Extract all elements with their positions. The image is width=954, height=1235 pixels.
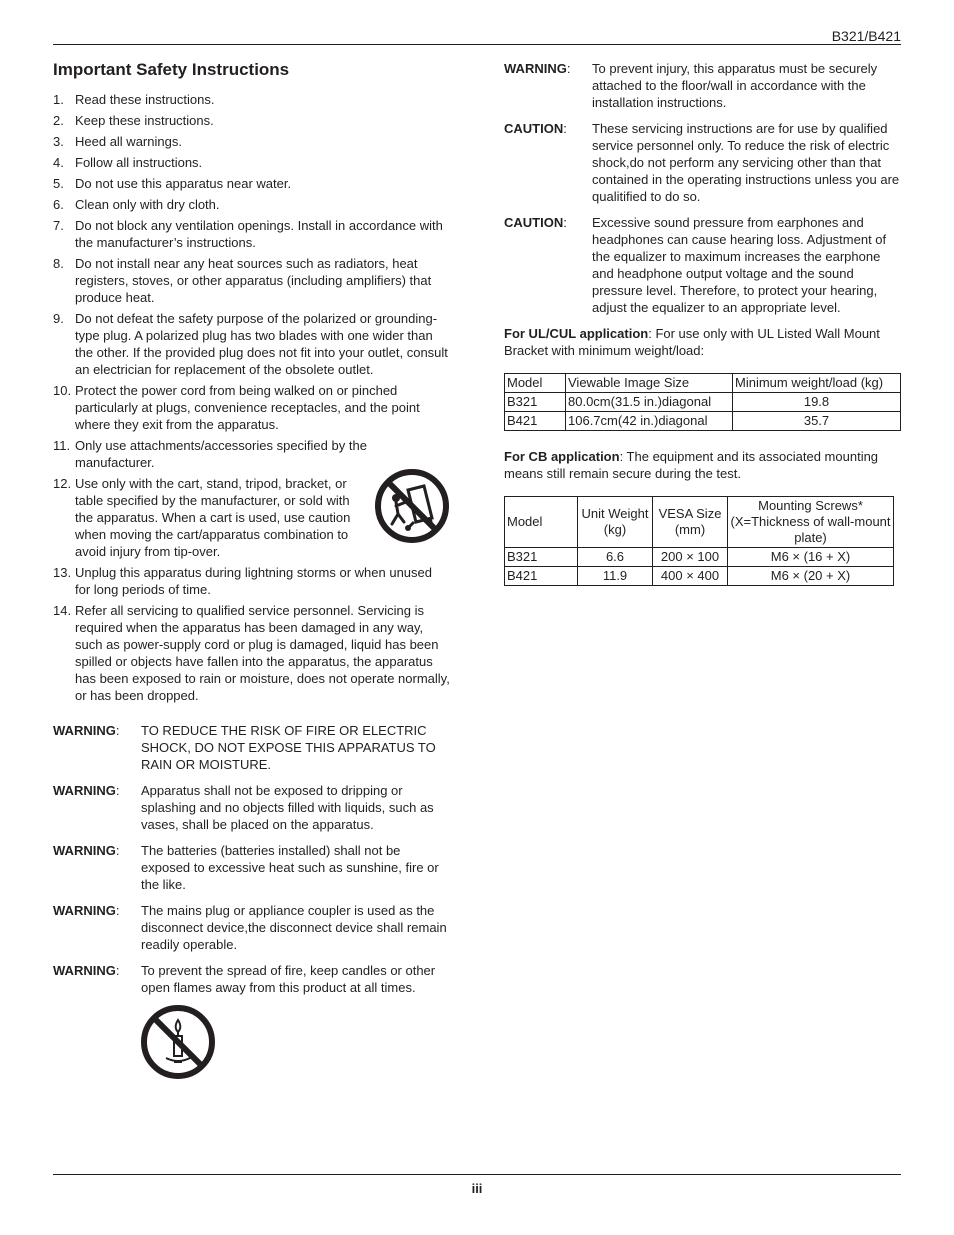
list-item xyxy=(53,154,450,171)
note-text: To prevent injury, this apparatus must be securely attached to the floor/wall in accordance with the installation instructions. xyxy=(592,61,878,110)
item-number: 12. xyxy=(53,476,72,491)
note-text: The mains plug or appliance coupler is used as the disconnect device,the disconnect device shall remain readily operable. xyxy=(141,903,447,952)
table-header-row xyxy=(505,497,894,548)
list-item xyxy=(53,217,450,251)
note-label: WARNING xyxy=(53,783,116,798)
cb-application-paragraph xyxy=(504,448,901,482)
table-cell: 80.0cm(31.5 in.)diagonal xyxy=(566,393,733,412)
item-text: Use only with the cart, stand, tripod, bracket, or table specified by the manufacturer, or sold with the apparatus. When a cart is used, use caution when moving the cart/apparatus combination to avoid injury from tip-over. xyxy=(75,476,351,559)
item-number: 6. xyxy=(53,197,64,212)
item-number: 9. xyxy=(53,311,64,326)
table-header-cell: Model xyxy=(505,374,566,393)
list-item xyxy=(53,133,450,150)
warning-note xyxy=(53,722,450,773)
table-cell: B421 xyxy=(505,567,578,586)
item-text: Refer all servicing to qualified service personnel. Servicing is required when the apparatus has been damaged in any way, such as power-supply cord or plug is damaged, liquid has been spilled or objects have fallen into the apparatus, the apparatus has been exposed to rain or moisture, does not operate normally, or has been dropped. xyxy=(75,603,450,703)
item-text: Unplug this apparatus during lightning storms or when unused for long periods of time. xyxy=(75,565,432,597)
item-text: Do not block any ventilation openings. Install in accordance with the manufacturer’s instructions. xyxy=(75,218,443,250)
warning-note xyxy=(504,60,901,111)
note-label: CAUTION xyxy=(504,121,564,136)
caution-note xyxy=(504,120,901,205)
item-text: Do not use this apparatus near water. xyxy=(75,176,292,191)
wall-mount-table xyxy=(504,373,901,431)
note-separator: : xyxy=(115,723,120,738)
header-rule xyxy=(53,44,901,45)
table-header-cell: Viewable Image Size xyxy=(566,374,733,393)
note-label: WARNING xyxy=(53,843,116,858)
item-number: 2. xyxy=(53,113,64,128)
cb-application-label: For CB application xyxy=(504,449,620,464)
ul-application-paragraph xyxy=(504,325,901,359)
ul-application-label: For UL/CUL application xyxy=(504,326,649,341)
warning-note xyxy=(53,782,450,833)
section-title: Important Safety Instructions xyxy=(53,60,290,79)
note-label: CAUTION xyxy=(504,215,564,230)
table-header-cell: Model xyxy=(505,497,578,548)
item-number: 4. xyxy=(53,155,64,170)
note-text: These servicing instructions are for use by qualified service personnel only. To reduce the risk of electric shock,do not perform any servicing other than that contained in the operating instructions unless you are qualitified to do so. xyxy=(592,121,900,204)
item-number: 3. xyxy=(53,134,64,149)
cart-tipover-warning-icon xyxy=(374,468,450,544)
table-cell: 11.9 xyxy=(578,567,653,586)
note-label: WARNING xyxy=(53,723,116,738)
table-header-cell: VESA Size (mm) xyxy=(653,497,728,548)
list-item xyxy=(53,564,450,598)
note-text: Excessive sound pressure from earphones and headphones can cause hearing loss. Adjustment of the equalizer to maximum increases the earphone and headphone output voltage and the sound pressure level. Therefore, to protect your hearing, adjust the equalizer to an appropriate level. xyxy=(592,215,887,315)
item-number: 1. xyxy=(53,92,64,107)
left-warnings xyxy=(53,722,450,996)
item-number: 7. xyxy=(53,218,64,233)
note-separator: : xyxy=(566,61,571,76)
warning-note xyxy=(53,842,450,893)
item-text: Read these instructions. xyxy=(75,92,215,107)
item-text: Do not install near any heat sources such as radiators, heat registers, stoves, or other apparatus (including amplifiers) that produce heat. xyxy=(75,256,432,305)
note-label: WARNING xyxy=(504,61,567,76)
item-text: Do not defeat the safety purpose of the polarized or grounding-type plug. A polarized plug has two blades with one wider than the other. If the provided plug does not fit into your outlet, consult an electrician for replacement of the obsolete outlet. xyxy=(75,311,448,377)
ul-application-text: : For use only with UL Listed Wall Mount Bracket with minimum weight/load: xyxy=(504,326,880,358)
mounting-spec-table xyxy=(504,496,894,586)
page-number: iii xyxy=(471,1181,483,1196)
note-separator: : xyxy=(563,215,567,230)
note-label: WARNING xyxy=(53,903,116,918)
left-column xyxy=(53,58,450,1083)
table-row xyxy=(505,412,901,431)
list-item xyxy=(53,382,450,433)
note-separator: : xyxy=(115,963,120,978)
item-number: 14. xyxy=(53,603,72,618)
note-text: Apparatus shall not be exposed to dripping or splashing and no objects filled with liquids, such as vases, shall be placed on the apparatus. xyxy=(141,783,434,832)
item-number: 8. xyxy=(53,256,64,271)
table-cell: 6.6 xyxy=(578,548,653,567)
item-text: Follow all instructions. xyxy=(75,155,203,170)
item-text: Clean only with dry cloth. xyxy=(75,197,220,212)
table-header-cell: Unit Weight (kg) xyxy=(578,497,653,548)
item-number: 11. xyxy=(53,438,71,453)
warning-note xyxy=(53,962,450,996)
table-cell: B321 xyxy=(505,393,566,412)
note-text: TO REDUCE THE RISK OF FIRE OR ELECTRIC SHOCK, DO NOT EXPOSE THIS APPARATUS TO RAIN OR MOISTURE. xyxy=(141,723,436,772)
table-row xyxy=(505,548,894,567)
item-text: Only use attachments/accessories specified by the manufacturer. xyxy=(75,438,367,470)
table-cell: 200 × 100 xyxy=(653,548,728,567)
table-header-cell: Minimum weight/load (kg) xyxy=(733,374,901,393)
note-text: To prevent the spread of fire, keep candles or other open flames away from this product at all times. xyxy=(141,963,436,995)
item-number: 5. xyxy=(53,176,64,191)
table-cell: M6 × (20 + X) xyxy=(728,567,894,586)
note-label: WARNING xyxy=(53,963,116,978)
list-item xyxy=(53,175,450,192)
table-header-row xyxy=(505,374,901,393)
table-row xyxy=(505,393,901,412)
table-cell: 106.7cm(42 in.)diagonal xyxy=(566,412,733,431)
item-number: 10. xyxy=(53,383,72,398)
warning-note xyxy=(53,902,450,953)
table-row xyxy=(505,567,894,586)
item-number: 13. xyxy=(53,565,72,580)
table-cell: B321 xyxy=(505,548,578,567)
table-header-cell: Mounting Screws* (X=Thickness of wall-mount plate) xyxy=(728,497,894,548)
note-separator: : xyxy=(563,121,567,136)
item-text: Protect the power cord from being walked on or pinched particularly at plugs, convenience receptacles, and the point where they exit from the apparatus. xyxy=(75,383,420,432)
list-item xyxy=(53,112,450,129)
list-item xyxy=(53,91,450,108)
item-text: Heed all warnings. xyxy=(75,134,182,149)
right-column xyxy=(504,60,901,586)
header-model: B321/B421 xyxy=(831,28,901,44)
footer-rule xyxy=(53,1174,901,1175)
list-item xyxy=(53,475,450,560)
caution-note xyxy=(504,214,901,316)
list-item xyxy=(53,602,450,704)
table-cell: 35.7 xyxy=(733,412,901,431)
table-cell: M6 × (16 + X) xyxy=(728,548,894,567)
no-open-flame-icon xyxy=(140,1004,216,1080)
cb-application-text: : The equipment and its associated mounting means still remain secure during the test. xyxy=(504,449,879,481)
instruction-list xyxy=(53,91,450,704)
list-item xyxy=(53,310,450,378)
table-cell: 19.8 xyxy=(733,393,901,412)
note-separator: : xyxy=(115,843,120,858)
note-separator: : xyxy=(115,903,120,918)
list-item xyxy=(53,255,450,306)
list-item xyxy=(53,437,450,471)
list-item xyxy=(53,196,450,213)
note-separator: : xyxy=(115,783,120,798)
table-cell: B421 xyxy=(505,412,566,431)
note-text: The batteries (batteries installed) shall not be exposed to excessive heat such as sunshine, fire or the like. xyxy=(141,843,439,892)
item-text: Keep these instructions. xyxy=(75,113,214,128)
table-cell: 400 × 400 xyxy=(653,567,728,586)
